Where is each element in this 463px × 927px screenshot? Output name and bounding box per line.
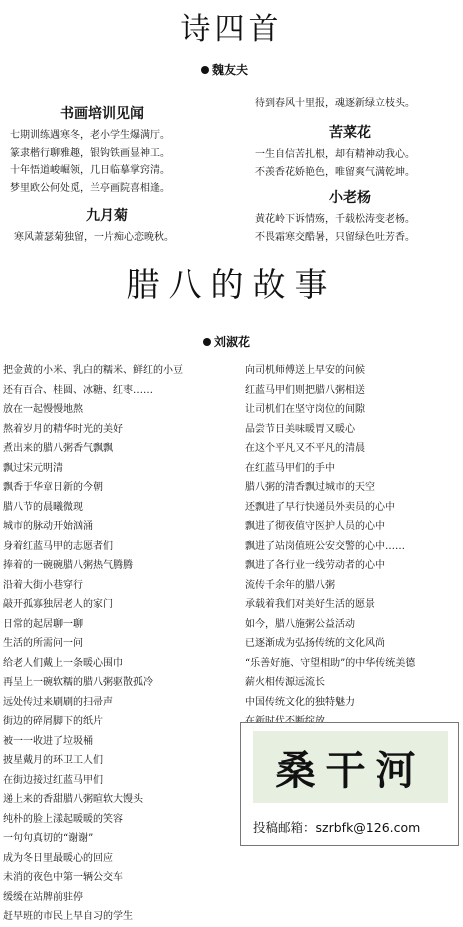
story-line: 递上来的香甜腊八粥暄软大馒头 <box>3 794 143 805</box>
story-title: 腊八的故事 <box>126 265 337 304</box>
story-line: 日常的起居聊一聊 <box>3 618 83 630</box>
story-line: 熬着岁月的精华时光的美好 <box>3 423 123 435</box>
story-line: 未消的夜色中第一辆公交车 <box>3 872 123 883</box>
poem-line: 黄花岭下诉情殇，千载松涛变老杨。 <box>255 214 415 225</box>
column-logo-text: 桑干河 <box>275 746 426 794</box>
story-line: 还有百合、桂圆、冰糖、红枣…… <box>3 384 153 396</box>
story-line: 给老人们戴上一条暖心围巾 <box>3 657 123 669</box>
poem-line: 篆隶楷行聊雅趣，银钩铁画显神工。 <box>10 147 170 159</box>
story-line: 披星戴月的环卫工人们 <box>3 755 103 766</box>
story-line: 纯朴的脸上漾起暖暖的笑容 <box>3 813 123 825</box>
submission-email-line <box>253 818 420 836</box>
story-line: 远处传过来刷刷的扫帚声 <box>3 696 113 708</box>
poem4-title: 小老杨 <box>329 190 371 206</box>
story-line: 向司机师傅送上早安的问候 <box>245 365 365 376</box>
story-line: 品尝节日美味暖胃又暖心 <box>245 423 355 435</box>
story-line: 在街边接过红蓝马甲们 <box>3 774 103 786</box>
poem4-body <box>255 211 415 246</box>
story-line: 放在一起慢慢地熬 <box>3 404 83 415</box>
email-label: 投稿邮箱： <box>253 820 316 835</box>
story-line: 被一一收进了垃圾桶 <box>3 735 93 747</box>
poems-author-name: 魏友夫 <box>212 63 249 77</box>
bullet-dot-icon <box>203 338 211 346</box>
poem-line: 寒风萧瑟菊独留，一片痴心恋晚秋。 <box>14 232 174 243</box>
story-line: 还飘进了早行快递员外卖员的心中 <box>245 501 395 513</box>
story-line: 在这个平凡又不平凡的清晨 <box>245 443 365 454</box>
email-address[interactable]: szrbfk@126.com <box>315 820 421 835</box>
story-line: 煮出来的腊八粥香气飘飘 <box>3 443 113 454</box>
poem2-title: 九月菊 <box>86 208 128 224</box>
story-line: 薪火相传源远流长 <box>245 677 325 688</box>
story-line: 成为冬日里最暖心的回应 <box>3 852 113 864</box>
story-line: 城市的脉动开始汹涌 <box>3 521 93 532</box>
story-line: 飘过宋元明清 <box>3 462 63 474</box>
story-line: 已逐渐成为弘扬传统的文化风尚 <box>245 638 385 649</box>
story-author-name: 刘淑花 <box>214 335 251 349</box>
story-line: 生活的所需问一问 <box>3 638 83 649</box>
story-line: 承载着我们对美好生活的愿景 <box>245 599 375 610</box>
story-line: 飘香于华章日新的今朝 <box>3 482 103 493</box>
story-line: 飘进了彻夜值守医护人员的心中 <box>245 521 385 532</box>
story-right-column <box>245 361 461 732</box>
story-line: “乐善好施、守望相助”的中华传统美德 <box>245 657 416 669</box>
story-line: 腊八粥的清香飘过城市的天空 <box>245 482 375 493</box>
poem-line: 不羡香花娇艳色，唯留爽气满乾坤。 <box>255 166 415 178</box>
poems-section-title: 诗四首 <box>180 12 283 47</box>
story-line: 在红蓝马甲们的手中 <box>245 462 335 474</box>
story-line: 流传千余年的腊八粥 <box>245 579 335 591</box>
column-info-box <box>240 722 459 846</box>
story-line: 街边的碎屑脚下的纸片 <box>3 716 103 727</box>
story-author-byline <box>203 333 250 350</box>
poem1-title: 书画培训见闻 <box>60 106 144 122</box>
story-line: 捧着的一碗碗腊八粥热气腾腾 <box>3 560 133 571</box>
story-line: 飘进了站岗值班公安交警的心中…… <box>245 540 405 552</box>
story-line: 缓缓在站牌前驻停 <box>3 891 83 903</box>
poems-author-byline <box>201 61 248 78</box>
story-line: 敲开孤寡独居老人的家门 <box>3 599 113 610</box>
poem3-body <box>255 146 415 181</box>
story-line: 中国传统文化的独特魅力 <box>245 696 355 708</box>
story-line: 一句句真切的“谢谢” <box>3 833 94 844</box>
story-line: 腊八节的晨曦微现 <box>3 501 83 513</box>
story-line: 沿着大街小巷穿行 <box>3 579 83 591</box>
poem2-body <box>14 229 174 247</box>
poem-line: 七期训练遇寒冬，老小学生爆满厅。 <box>10 130 170 141</box>
column-logo <box>253 731 448 803</box>
poem2-continued-line: 待到春风十里报，魂逐新绿立枝头。 <box>255 98 415 109</box>
story-line: 飘进了各行业一线劳动者的心中 <box>245 560 385 571</box>
poem3-title: 苦菜花 <box>329 125 371 141</box>
poem-line: 一生自信苦扎根，却有精神动我心。 <box>255 149 415 160</box>
story-line: 把金黄的小米、乳白的糯米、鲜红的小豆 <box>3 365 183 376</box>
story-left-column <box>3 361 235 927</box>
story-line: 红蓝马甲们则把腊八粥相送 <box>245 384 365 396</box>
story-line: 如今，腊八施粥公益活动 <box>245 618 355 630</box>
poem-line: 梦里欧公何处觅，兰亭画院喜相逢。 <box>10 182 170 194</box>
poem-line: 十年悟道峻崛领，几日临摹掌窍清。 <box>10 165 170 177</box>
poem1-body <box>10 127 170 197</box>
poem-line: 不畏霜寒交酷暑，只留绿色吐芳香。 <box>255 231 415 243</box>
story-line: 赶早班的市民上早自习的学生 <box>3 911 133 922</box>
bullet-dot-icon <box>201 66 209 74</box>
story-line: 再呈上一碗软糯的腊八粥驱散孤冷 <box>3 677 153 688</box>
story-line: 身着红蓝马甲的志愿者们 <box>3 540 113 552</box>
story-line: 让司机们在坚守岗位的间隙 <box>245 404 365 415</box>
